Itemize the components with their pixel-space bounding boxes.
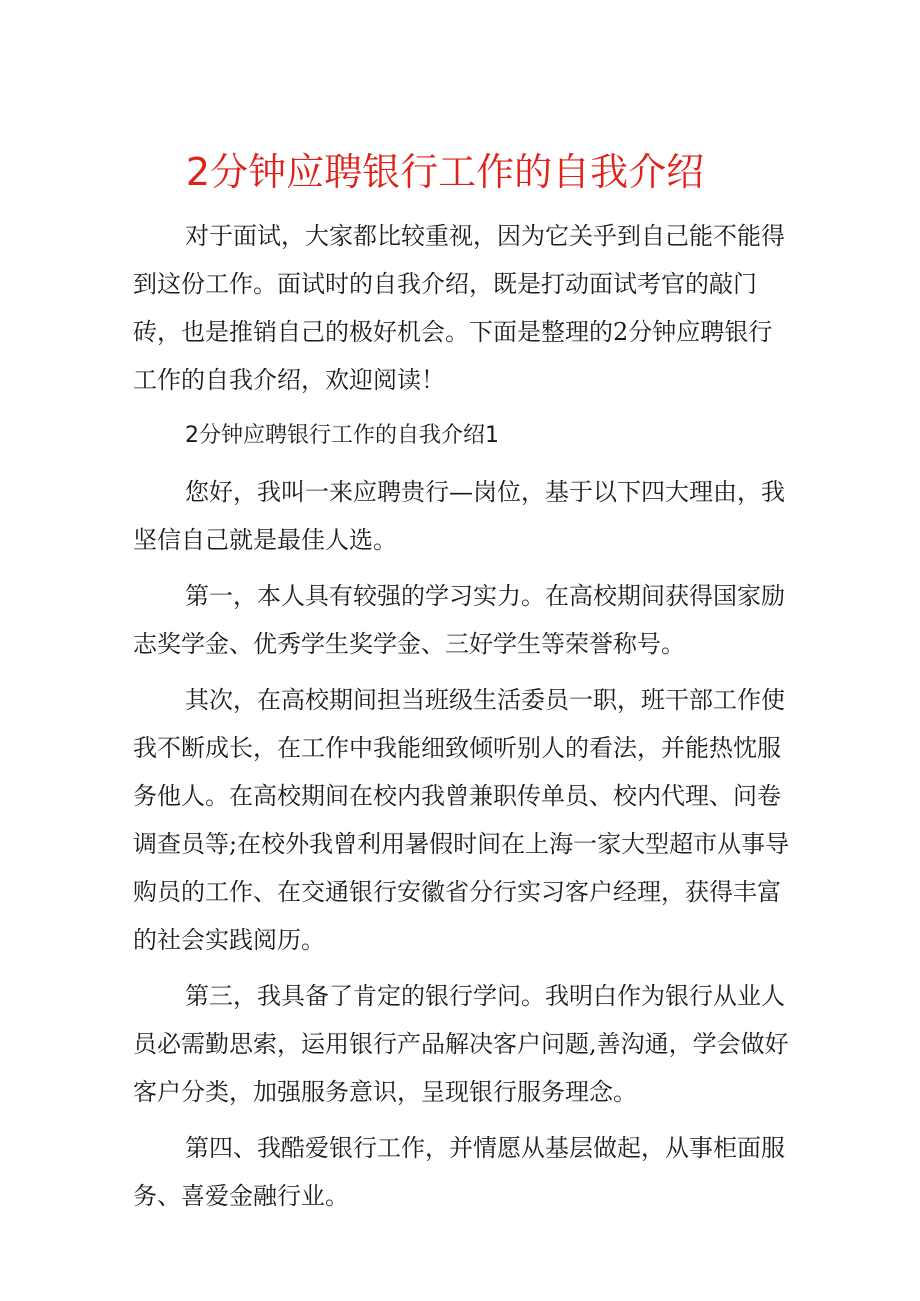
reason-two-paragraph: 其次，在高校期间担当班级生活委员一职，班干部工作使我不断成长，在工作中我能细致倾听别人的看法，并能热忱服务他人。在高校期间在校内我曾兼职传单员、校内代理、问卷调查员等;在校外我曾利用暑假时间在上海一家大型超市从事导购员的工作、在交通银行安徽省分行实习客户经理，获得丰富的社会实践阅历。 [133,686,790,954]
greeting-paragraph: 您好，我叫一来应聘贵行—岗位，基于以下四大理由，我坚信自己就是最佳人选。 [133,478,785,554]
reason-one-paragraph: 第一，本人具有较强的学习实力。在高校期间获得国家励志奖学金、优秀学生奖学金、三好学生等荣誉称号。 [133,582,785,658]
reason-four-paragraph: 第四、我酷爱银行工作，并情愿从基层做起，从事柜面服务、喜爱金融行业。 [133,1134,785,1210]
reason-three-paragraph: 第三，我具备了肯定的银行学问。我明白作为银行从业人员必需勤思索，运用银行产品解决客户问题,善沟通，学会做好客户分类，加强服务意识，呈现银行服务理念。 [133,982,789,1106]
intro-paragraph: 对于面试，大家都比较重视，因为它关乎到自己能不能得到这份工作。面试时的自我介绍，既是打动面试考官的敲门砖，也是推销自己的极好机会。下面是整理的2分钟应聘银行工作的自我介绍，欢迎阅读！ [133,222,785,394]
document-title: 2分钟应聘银行工作的自我介绍 [185,150,705,194]
section-heading: 2分钟应聘银行工作的自我介绍1 [185,423,499,448]
document-body [133,212,793,1228]
